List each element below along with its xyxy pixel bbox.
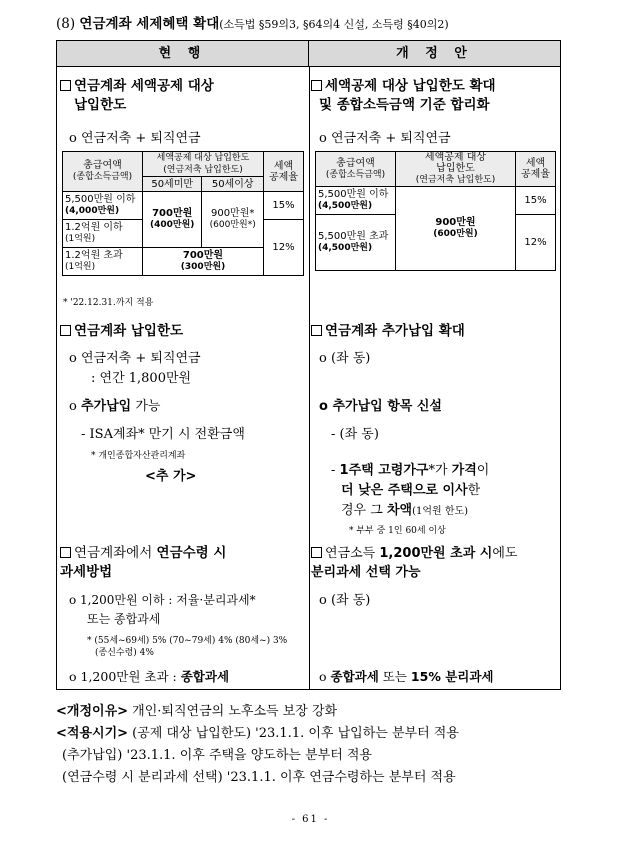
current-s3-item1b: 또는 종합과세 (87, 612, 161, 626)
revised-s3-item2: o 종합과세 또는 15% 분리과세 (319, 669, 494, 684)
revised-table-h3: 세액 공제율 (516, 152, 556, 187)
revised-s1-item: o 연금저축 + 퇴직연금 (319, 131, 451, 146)
revised-s2-item4-line2: 더 낮은 주택으로 이사한 (341, 483, 481, 498)
checkbox-icon (311, 325, 322, 336)
heading-title: 연금계좌 세제혜택 확대 (79, 16, 220, 32)
current-s2-add: <추 가> (145, 469, 197, 484)
current-table-note: * '22.12.31.까지 적용 (63, 298, 154, 308)
current-s1-title: 연금계좌 세액공제 대상 납입한도 (60, 77, 214, 115)
revised-s2-title: 연금계좌 추가납입 확대 (311, 322, 465, 341)
revised-s3-item1: o (좌 동) (319, 593, 371, 608)
revised-value: 900만원 (600만원) (396, 187, 516, 271)
revised-s2-item1: o (좌 동) (319, 351, 371, 366)
current-s3-note2: (종신수령) 4% (95, 648, 154, 658)
heading-citation: (소득법 §59의3, §64의4 신설, 소득령 §40의2) (219, 18, 449, 31)
revised-s2-item4-line1: - 1주택 고령가구*가 가격이 (331, 463, 490, 478)
checkbox-icon (60, 80, 71, 91)
current-row3-label: 1.2억원 초과 (1억원) (63, 248, 143, 276)
revised-rate1: 15% (516, 187, 556, 215)
current-s1-item: o 연금저축 + 퇴직연금 (69, 131, 201, 146)
revised-s1-title: 세액공제 대상 납입한도 확대 및 종합소득금액 기준 합리화 (311, 77, 496, 115)
checkbox-icon (311, 80, 322, 91)
current-row1-label: 5,500만원 이하 (4,000만원) (63, 192, 143, 220)
current-s3-note1: * (55세~69세) 5% (70~79세) 4% (80세~) 3% (87, 636, 288, 646)
revised-table-h1: 총급여액 (종합소득금액) (316, 152, 396, 187)
revised-row1-label: 5,500만원 이하 (4,500만원) (316, 187, 396, 215)
current-table-h2b: 50세이상 (202, 177, 264, 192)
footer-when: <적용시기> (공제 대상 납입한도) '23.1.1. 이후 납입하는 분부터 적용 (56, 726, 459, 741)
current-table-h2a: 50세미만 (143, 177, 202, 192)
footer-when-line3: (연금수령 시 분리과세 선택) '23.1.1. 이후 연금수령하는 분부터 적용 (62, 770, 456, 785)
current-s2-title: 연금계좌 납입한도 (60, 322, 183, 341)
revised-s2-note: * 부부 중 1인 60세 이상 (349, 526, 446, 536)
current-s3-item2: o 1,200만원 초과 : 종합과세 (69, 669, 230, 684)
footer-reason: <개정이유> 개인·퇴직연금의 노후소득 보장 강화 (56, 704, 338, 719)
checkbox-icon (60, 325, 71, 336)
current-s3-item1: o 1,200만원 이하 : 저율·분리과세* (69, 593, 256, 607)
current-limit-table (62, 151, 304, 276)
current-s3-title: 연금계좌에서 연금수령 시 과세방법 (60, 545, 227, 580)
page-number: - 61 - (291, 814, 330, 825)
revised-row2-label: 5,500만원 초과 (4,500만원) (316, 215, 396, 271)
current-row2-label: 1.2억원 이하 (1억원) (63, 220, 143, 248)
revised-s2-item3: - (좌 동) (331, 427, 379, 442)
footer-when-line2: (추가납입) '23.1.1. 이후 주택을 양도하는 분부터 적용 (62, 748, 373, 763)
current-rate2: 12% (264, 220, 304, 276)
current-table-h2: 세액공제 대상 납입한도 (연금저축 납입한도) (143, 152, 264, 177)
comparison-table (56, 40, 561, 690)
revised-limit-table (315, 151, 556, 271)
revised-s2-item4-line3: 경우 그 차액(1억원 한도) (341, 503, 469, 518)
current-table-h1: 총급여액 (종합소득금액) (63, 152, 143, 192)
current-s2-item2: o 추가납입 가능 (69, 399, 161, 414)
current-s2-item1b: : 연간 1,800만원 (91, 371, 192, 386)
current-row12-under50: 700만원 (400만원) (143, 192, 202, 248)
heading-number: (8) (56, 16, 76, 32)
column-header-revised: 개 정 안 (309, 41, 560, 67)
current-row3-value: 700만원 (300만원) (143, 248, 264, 276)
current-rate1: 15% (264, 192, 304, 220)
revised-rate2: 12% (516, 215, 556, 271)
section-heading (56, 12, 449, 32)
checkbox-icon (60, 547, 71, 558)
checkbox-icon (311, 547, 322, 558)
revised-s3-title: 연금소득 1,200만원 초과 시에도 분리과세 선택 가능 (311, 546, 518, 580)
current-s2-item1: o 연금저축 + 퇴직연금 (69, 351, 201, 366)
revised-table-h2: 세액공제 대상 납입한도 (연금저축 납입한도) (396, 152, 516, 187)
current-row12-over50: 900만원* (600만원*) (202, 192, 264, 248)
current-table-h3: 세액 공제율 (264, 152, 304, 192)
column-header-current: 현 행 (57, 41, 309, 67)
current-s2-item3: - ISA계좌* 만기 시 전환금액 (81, 427, 245, 442)
current-s2-note: * 개인종합자산관리계좌 (91, 451, 186, 461)
column-divider (309, 67, 310, 689)
revised-s2-item2: o 추가납입 항목 신설 (319, 399, 442, 414)
